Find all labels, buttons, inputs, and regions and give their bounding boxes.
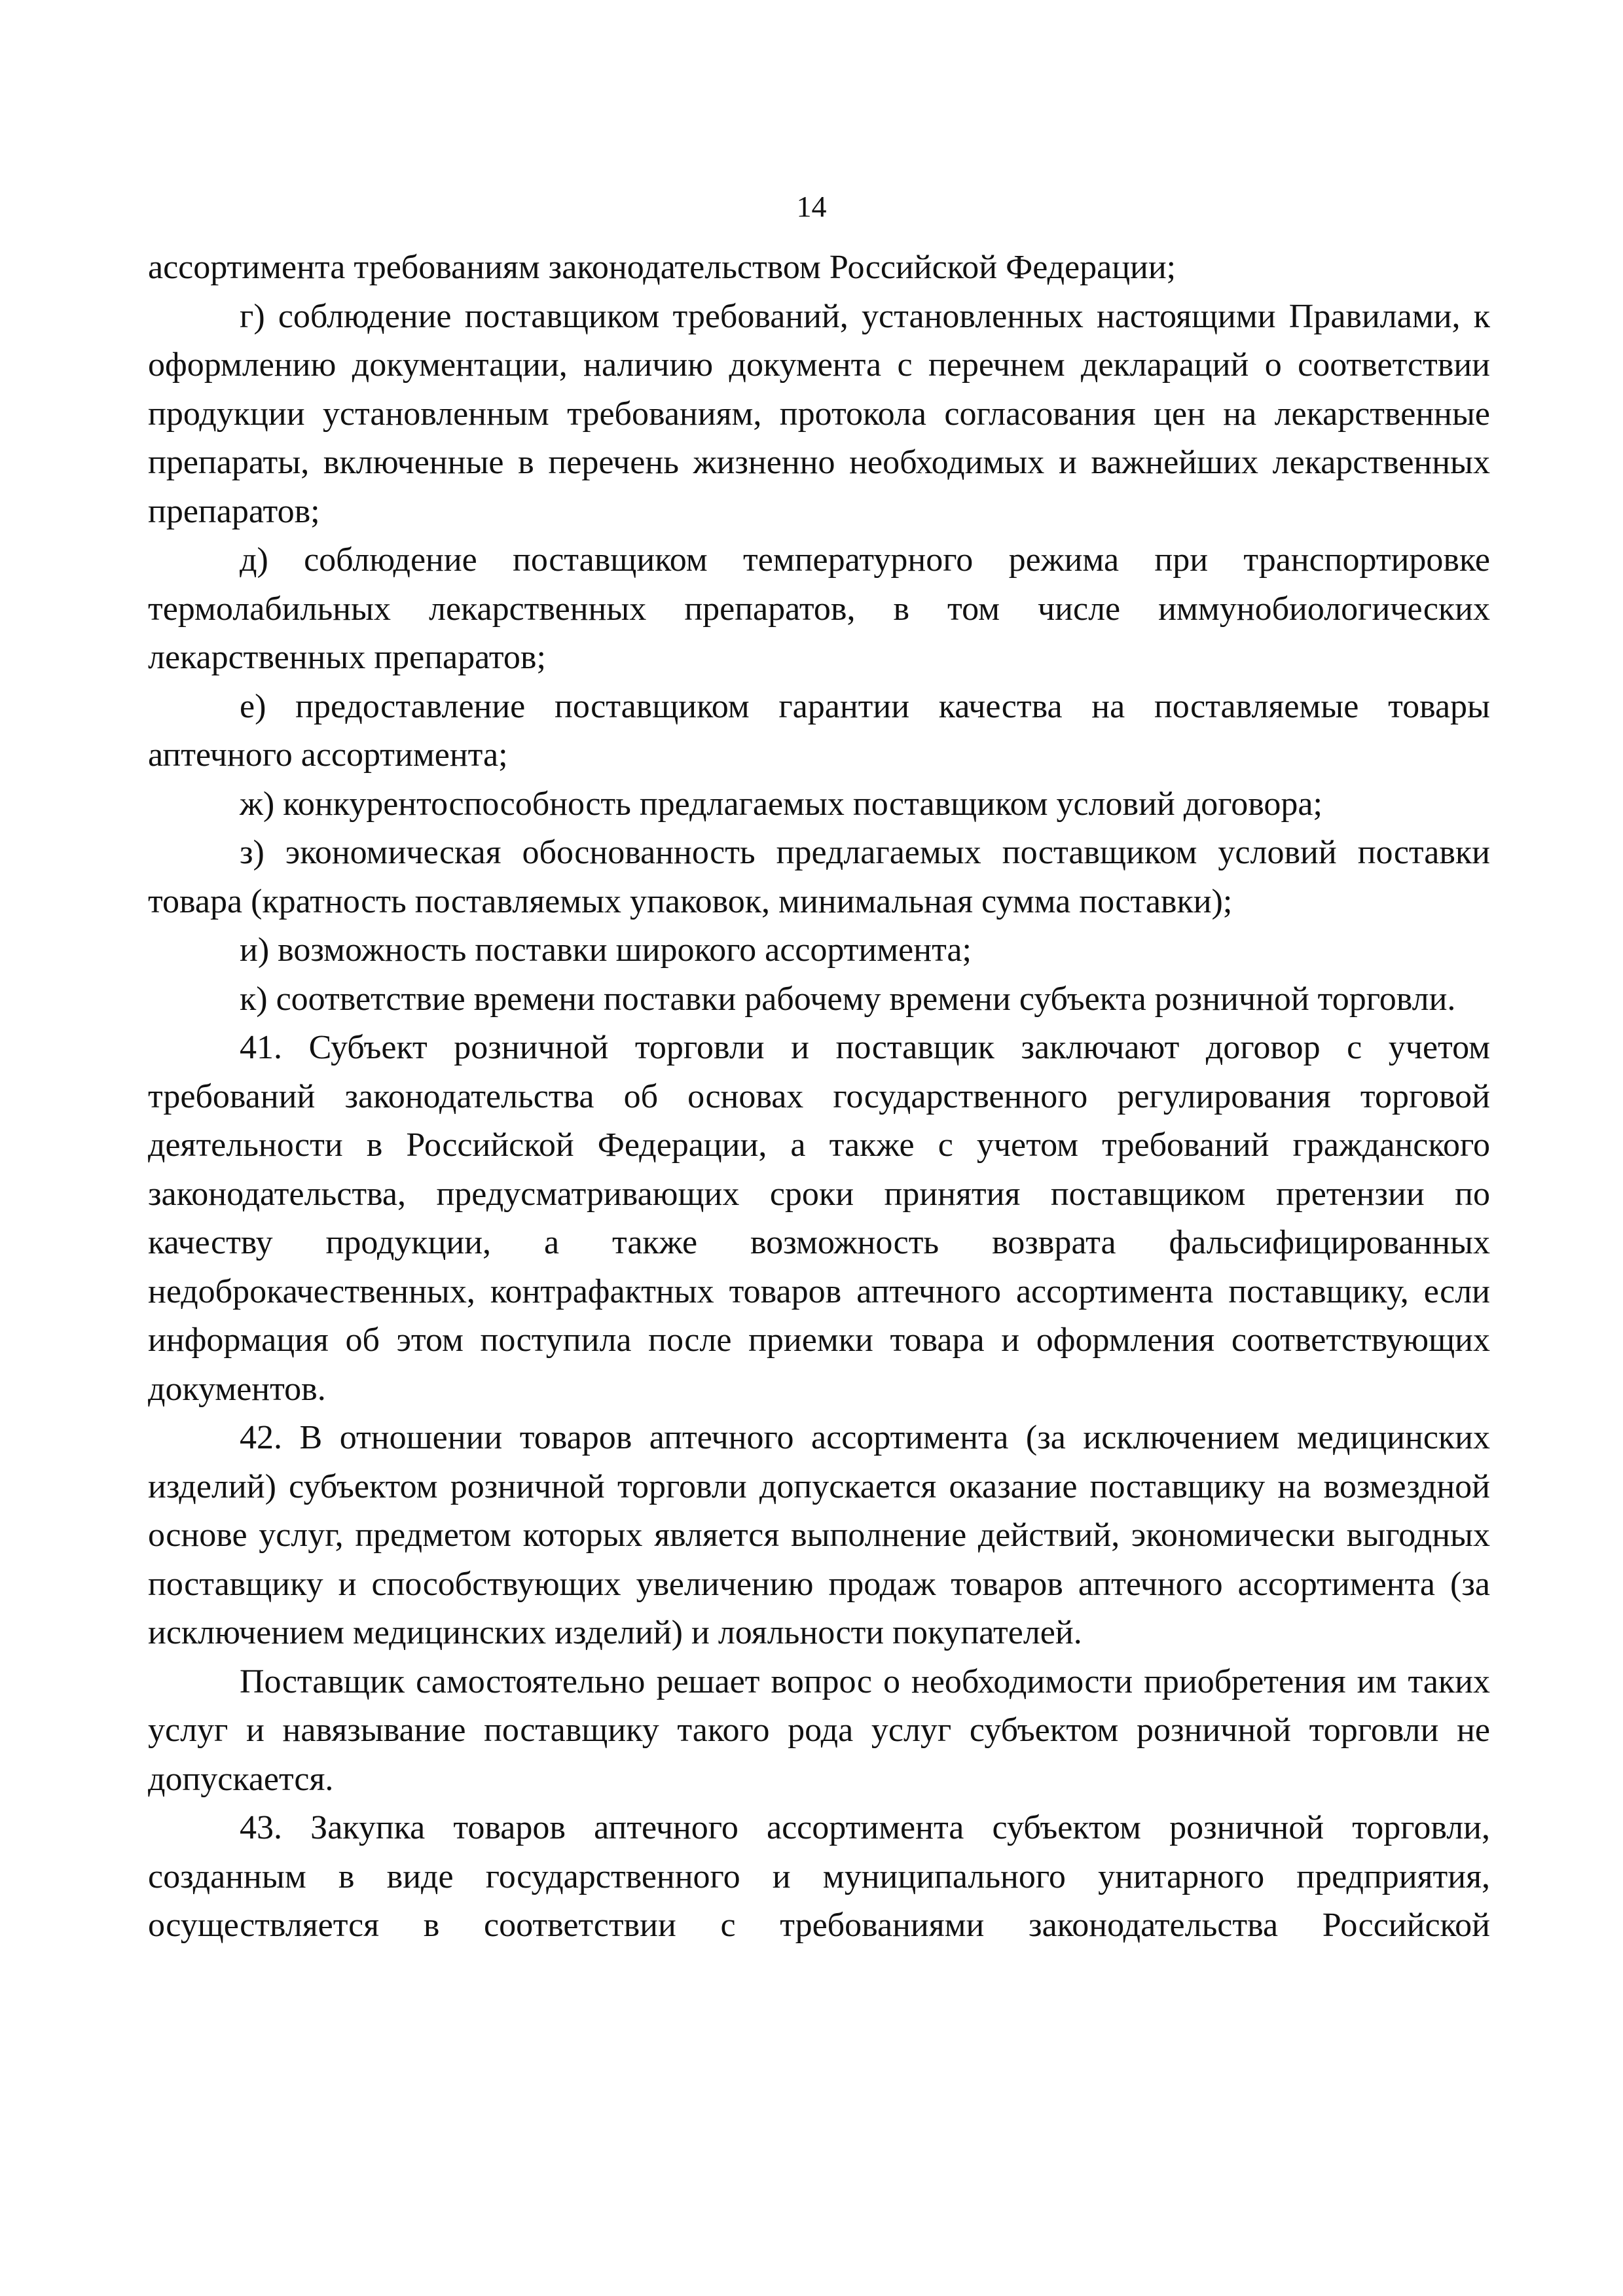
- paragraph-item-g: г) соблюдение поставщиком требований, установленных настоящими Правилами, к оформлению документации, наличию документа с перечнем деклараций о соответствии продукции установленным требованиям, протокола согласования цен на лекарственные препараты, включенные в перечень жизненно необходимых и важнейших лекарственных препаратов;: [148, 297, 1490, 530]
- paragraph-42: 42. В отношении товаров аптечного ассортимента (за исключением медицинских изделий) субъектом розничной торговли допускается оказание поставщику на возмездной основе услуг, предметом которых является выполнение действий, экономически выгодных поставщику и способствующих увеличению продаж товаров аптечного ассортимента (за исключением медицинских изделий) и лояльности покупателей.: [148, 1419, 1490, 1651]
- paragraph-41: 41. Субъект розничной торговли и поставщик заключают договор с учетом требований законодательства об основах государственного регулирования торговой деятельности в Российской Федерации, а также с учетом требований гражданского законодательства, предусматривающих сроки принятия поставщиком претензии по качеству продукции, а также возможность возврата фальсифицированных недоброкачественных, контрафактных товаров аптечного ассортимента поставщику, если информация об этом поступила после приемки товара и оформления соответствующих документов.: [148, 1029, 1490, 1408]
- paragraph-43: 43. Закупка товаров аптечного ассортимента субъектом розничной торговли, созданным в виде государственного и муниципального унитарного предприятия, осуществляется в соответствии с требованиями законодательства Российской: [148, 1809, 1490, 1944]
- document-body: [148, 243, 1490, 1950]
- paragraph-item-i: и) возможность поставки широкого ассортимента;: [240, 931, 972, 969]
- paragraph-item-z: з) экономическая обоснованность предлагаемых поставщиком условий поставки товара (кратность поставляемых упаковок, минимальная сумма поставки);: [148, 834, 1490, 920]
- paragraph-item-d: д) соблюдение поставщиком температурного режима при транспортировке термолабильных лекарственных препаратов, в том числе иммунобиологических лекарственных препаратов;: [148, 541, 1490, 676]
- paragraph-item-zh: ж) конкурентоспособность предлагаемых поставщиком условий договора;: [240, 785, 1322, 823]
- paragraph-42-continuation: Поставщик самостоятельно решает вопрос о необходимости приобретения им таких услуг и навязывание поставщику такого рода услуг субъектом розничной торговли не допускается.: [148, 1662, 1490, 1798]
- paragraph-item-k: к) соответствие времени поставки рабочему времени субъекта розничной торговли.: [240, 980, 1456, 1018]
- paragraph-item-e: е) предоставление поставщиком гарантии качества на поставляемые товары аптечного ассортимента;: [148, 687, 1490, 774]
- page-number: 14: [796, 190, 827, 223]
- paragraph-continuation: ассортимента требованиям законодательством Российской Федерации;: [148, 249, 1176, 286]
